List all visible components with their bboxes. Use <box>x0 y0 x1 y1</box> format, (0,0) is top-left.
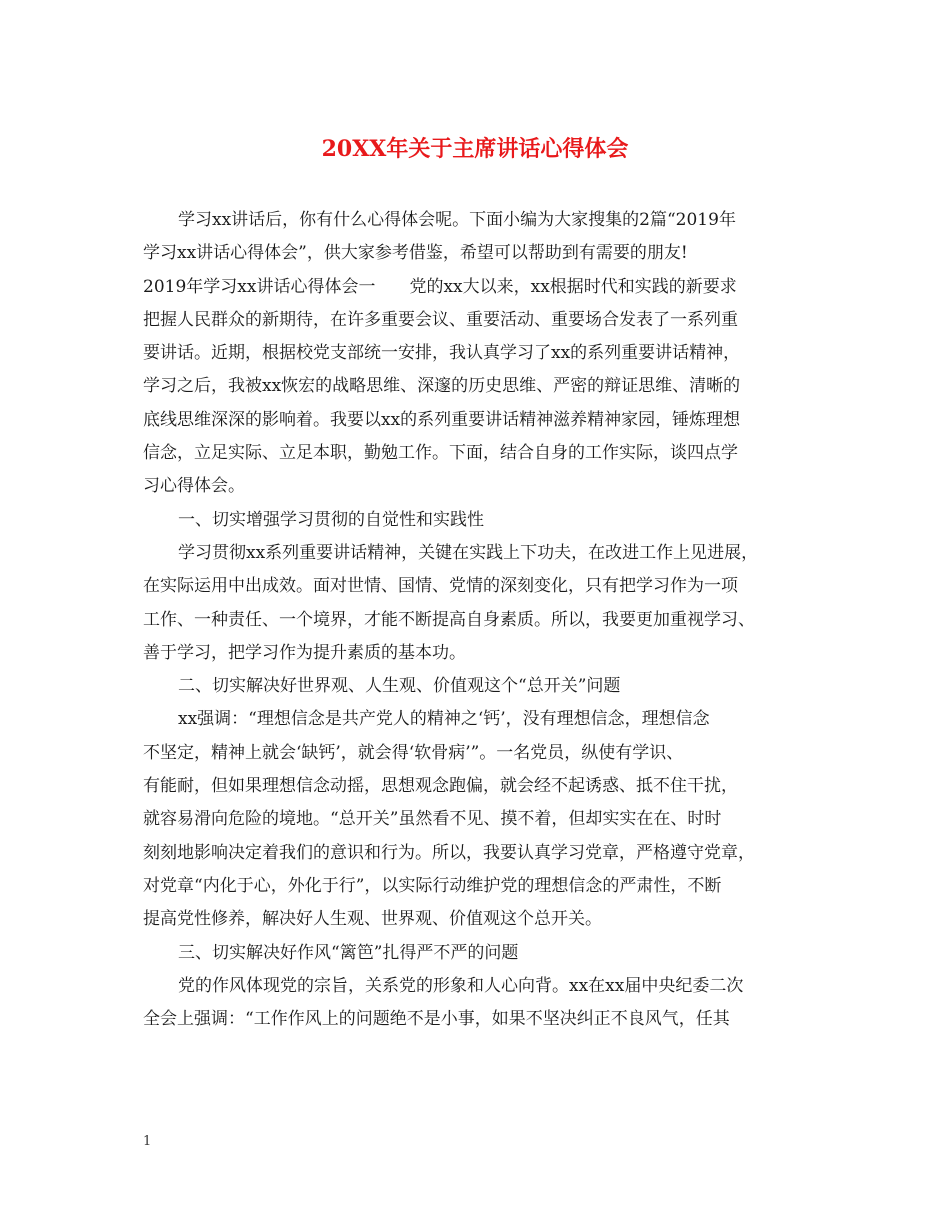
text-line: xx强调：“理想信念是共产党人的精神之‘钙’，没有理想信念，理想信念 <box>178 709 710 730</box>
text-line: 在实际运用中出成效。面对世情、国情、党情的深刻变化，只有把学习作为一项 <box>143 576 738 597</box>
text-line: 学习之后，我被xx恢宏的战略思维、深邃的历史思维、严密的辩证思维、清晰的 <box>143 376 741 397</box>
text-line: 对党章“内化于心，外化于行”，以实际行动维护党的理想信念的严肃性，不断 <box>143 875 722 896</box>
text-line: 善于学习，把学习作为提升素质的基本功。 <box>143 642 466 663</box>
text-line: 刻刻地影响决定着我们的意识和行为。所以，我要认真学习党章，严格遵守党章， <box>143 842 755 863</box>
page-number: 1 <box>143 1134 152 1149</box>
text-line: 党的作风体现党的宗旨，关系党的形象和人心向背。xx在xx届中央纪委二次 <box>178 975 744 996</box>
text-line: 全会上强调：“工作作风上的问题绝不是小事，如果不坚决纠正不良风气，任其 <box>143 1009 730 1030</box>
text-line: 要讲话。近期，根据校党支部统一安排，我认真学习了xx的系列重要讲话精神， <box>143 343 741 364</box>
text-line: 不坚定，精神上就会‘缺钙’，就会得‘软骨病’”。一名党员，纵使有学识、 <box>143 742 684 763</box>
text-line: 有能耐，但如果理想信念动摇，思想观念跑偏，就会经不起诱惑、抵不住干扰， <box>143 776 738 797</box>
document-title: 20XX年关于主席讲话心得体会 <box>321 136 629 162</box>
text-line: 学习xx讲话后，你有什么心得体会呢。下面小编为大家搜集的2篇“2019年 <box>178 210 736 230</box>
text-line: 提高党性修养，解决好人生观、世界观、价值观这个总开关。 <box>143 909 602 930</box>
text-line: 二、切实解决好世界观、人生观、价值观这个“总开关”问题 <box>178 676 621 697</box>
text-line: 2019年学习xx讲话心得体会一 党的xx大以来，xx根据时代和实践的新要求 <box>143 276 737 297</box>
text-line: 底线思维深深的影响着。我要以xx的系列重要讲话精神滋养精神家园，锤炼理想 <box>143 409 741 430</box>
text-line: 一、切实增强学习贯彻的自觉性和实践性 <box>178 509 484 530</box>
text-line: 学习xx讲话心得体会”，供大家参考借鉴，希望可以帮助到有需要的朋友! <box>143 243 688 264</box>
text-line: 把握人民群众的新期待，在许多重要会议、重要活动、重要场合发表了一系列重 <box>143 309 738 330</box>
text-line: 学习贯彻xx系列重要讲话精神，关键在实践上下功夫，在改进工作上见进展， <box>178 542 759 563</box>
text-line: 信念，立足实际、立足本职，勤勉工作。下面，结合自身的工作实际，谈四点学 <box>143 443 738 464</box>
text-line: 习心得体会。 <box>143 476 245 497</box>
text-line: 就容易滑向危险的境地。“总开关”虽然看不见、摸不着，但却实实在在、时时 <box>143 809 722 830</box>
text-line: 三、切实解决好作风“篱笆”扎得严不严的问题 <box>178 942 519 963</box>
text-line: 工作、一种责任、一个境界，才能不断提高自身素质。所以，我要更加重视学习、 <box>143 609 755 630</box>
document-body <box>143 204 823 1036</box>
